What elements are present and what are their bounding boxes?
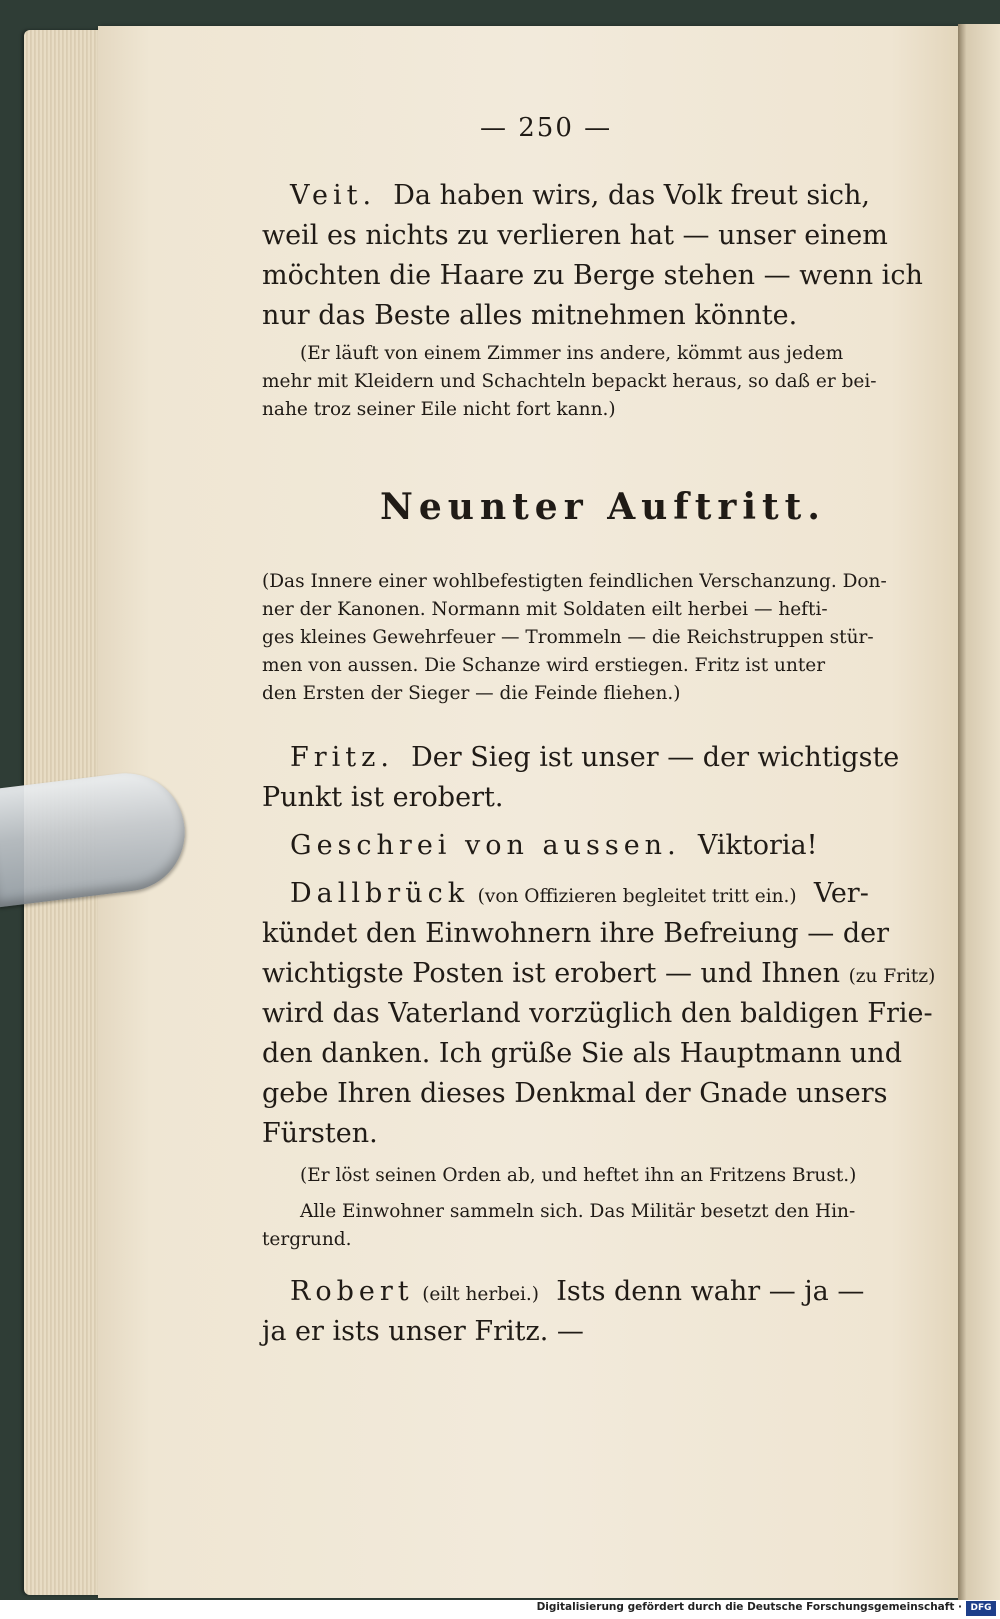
footer-credit: Digitalisierung gefördert durch die Deutsche Forschungsgemeinschaft · bbox=[536, 1601, 962, 1613]
scene-heading: Neunter Auftritt. bbox=[380, 486, 826, 528]
speaker-dallbrueck bbox=[290, 874, 869, 917]
text-line: Ver- bbox=[813, 878, 869, 909]
text-line: Viktoria! bbox=[697, 830, 818, 861]
text-line: Der Sieg ist unser — der wichtigste bbox=[411, 742, 900, 773]
text-line: Fürsten. bbox=[262, 1118, 378, 1149]
stage-direction-line: den Ersten der Sieger — die Feinde fliehen.) bbox=[262, 683, 681, 704]
speaker-label: Geschrei von aussen. bbox=[290, 830, 681, 861]
facing-page-edge bbox=[958, 24, 1000, 1604]
speaker-label: Veit. bbox=[290, 180, 377, 211]
speaker-label: Fritz. bbox=[290, 742, 394, 773]
speaker-robert bbox=[290, 1272, 864, 1315]
text-line: gebe Ihren dieses Denkmal der Gnade unsers bbox=[262, 1078, 888, 1109]
stage-direction-line: Alle Einwohner sammeln sich. Das Militär besetzt den Hin- bbox=[300, 1201, 856, 1222]
speaker-label: Robert bbox=[290, 1276, 414, 1307]
text-line: nur das Beste alles mitnehmen könnte. bbox=[262, 300, 798, 331]
stage-direction-line: (Das Innere einer wohlbefestigten feindlichen Verschanzung. Don- bbox=[262, 571, 887, 592]
speaker-fritz bbox=[290, 738, 899, 778]
text-line: kündet den Einwohnern ihre Befreiung — der bbox=[262, 918, 890, 949]
stage-direction-line: nahe troz seiner Eile nicht fort kann.) bbox=[262, 399, 616, 420]
text-line: Da haben wirs, das Volk freut sich, bbox=[393, 180, 870, 211]
stage-direction-line: (Er löst seinen Orden ab, und heftet ihn an Fritzens Brust.) bbox=[300, 1165, 857, 1186]
text-line-with-aside bbox=[262, 954, 935, 997]
text-line: möchten die Haare zu Berge stehen — wenn ich bbox=[262, 260, 923, 291]
text-line: Ists denn wahr — ja — bbox=[556, 1276, 865, 1307]
speaker-geschrei bbox=[290, 826, 817, 866]
text-line: weil es nichts zu verlieren hat — unser einem bbox=[262, 220, 888, 251]
page-number: — 250 — bbox=[480, 113, 613, 143]
aside: (eilt herbei.) bbox=[422, 1284, 540, 1305]
stage-direction-line: ner der Kanonen. Normann mit Soldaten eilt herbei — hefti- bbox=[262, 599, 828, 620]
text-line: wird das Vaterland vorzüglich den baldigen Frie- bbox=[262, 998, 933, 1029]
stage-direction-line: men von aussen. Die Schanze wird erstiegen. Fritz ist unter bbox=[262, 655, 826, 676]
stage-direction-line: (Er läuft von einem Zimmer ins andere, kömmt aus jedem bbox=[300, 343, 844, 364]
speaker-veit bbox=[290, 176, 870, 216]
text-line: den danken. Ich grüße Sie als Hauptmann und bbox=[262, 1038, 902, 1069]
aside: (von Offizieren begleitet tritt ein.) bbox=[477, 886, 797, 907]
stage-direction-line: ges kleines Gewehrfeuer — Trommeln — die Reichstruppen stür- bbox=[262, 627, 874, 648]
text-line: wichtigste Posten ist erobert — und Ihnen bbox=[262, 958, 840, 989]
stage-direction-line: mehr mit Kleidern und Schachteln bepackt heraus, so daß er bei- bbox=[262, 371, 877, 392]
dfg-logo: DFG bbox=[966, 1601, 996, 1616]
text-line: ja er ists unser Fritz. — bbox=[262, 1316, 584, 1347]
speaker-label: Dallbrück bbox=[290, 878, 470, 909]
stage-direction-line: tergrund. bbox=[262, 1229, 352, 1250]
text-line: Punkt ist erobert. bbox=[262, 782, 504, 813]
aside: (zu Fritz) bbox=[848, 966, 936, 987]
